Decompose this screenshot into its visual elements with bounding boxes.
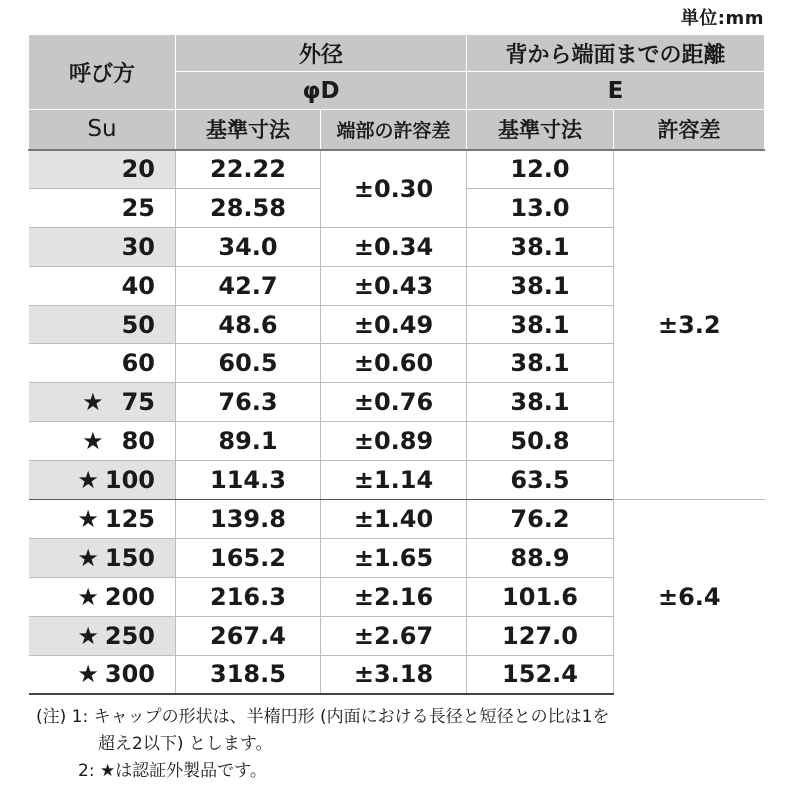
od-std-cell: 48.6 (176, 305, 321, 344)
header-std-dim-e: 基準寸法 (467, 110, 614, 150)
size-cell (29, 461, 176, 500)
note-1-line-2: 超え2以下) とします。 (98, 734, 273, 754)
header-nominal: 呼び方 (29, 35, 176, 110)
od-tol-cell-merged: ±0.30 (321, 150, 467, 228)
od-tol-cell: ±3.18 (321, 655, 467, 694)
od-std-cell: 165.2 (176, 538, 321, 577)
star-icon: ★ (77, 504, 99, 533)
size-value: 20 (121, 155, 155, 184)
e-std-cell: 50.8 (467, 422, 614, 461)
star-icon: ★ (82, 388, 104, 417)
note-2: 2: ★は認証外製品です。 (78, 761, 267, 781)
size-cell (29, 616, 176, 655)
size-value: 80 (121, 427, 155, 456)
header-outer-diameter: 外径 (176, 35, 467, 72)
e-std-cell: 38.1 (467, 227, 614, 266)
od-tol-cell: ±0.43 (321, 266, 467, 305)
star-icon: ★ (77, 543, 99, 572)
size-value: 250 (104, 621, 155, 650)
od-tol-cell: ±1.65 (321, 538, 467, 577)
size-value: 40 (121, 271, 155, 300)
e-std-cell: 88.9 (467, 538, 614, 577)
od-tol-cell: ±0.89 (321, 422, 467, 461)
size-value: 150 (104, 543, 155, 572)
od-std-cell: 318.5 (176, 655, 321, 694)
size-value: 30 (121, 232, 155, 261)
size-cell (29, 500, 176, 539)
e-std-cell: 76.2 (467, 500, 614, 539)
unit-label: 単位:mm (680, 8, 764, 29)
size-value: 200 (104, 582, 155, 611)
header-outer-symbol: φD (176, 72, 467, 110)
star-icon: ★ (77, 466, 99, 495)
size-cell (29, 655, 176, 694)
header-depth: 背から端面までの距離 (467, 35, 765, 72)
e-tol-cell-group1: ±3.2 (614, 150, 765, 500)
od-std-cell: 28.58 (176, 188, 321, 227)
od-tol-cell: ±0.49 (321, 305, 467, 344)
e-std-cell: 38.1 (467, 305, 614, 344)
size-value: 100 (104, 466, 155, 495)
spec-table (28, 34, 765, 695)
e-std-cell: 38.1 (467, 344, 614, 383)
header-tolerance: 許容差 (614, 110, 765, 150)
table-row (29, 500, 765, 539)
size-value: 75 (121, 388, 155, 417)
size-cell (29, 422, 176, 461)
od-std-cell: 216.3 (176, 577, 321, 616)
od-tol-cell: ±2.16 (321, 577, 467, 616)
od-tol-cell: ±1.14 (321, 461, 467, 500)
size-cell (29, 266, 176, 305)
star-icon: ★ (77, 660, 99, 689)
od-tol-cell: ±0.76 (321, 383, 467, 422)
e-std-cell: 13.0 (467, 188, 614, 227)
size-value: 60 (121, 349, 155, 378)
size-value: 50 (121, 310, 155, 339)
e-std-cell: 63.5 (467, 461, 614, 500)
table-header (29, 35, 765, 150)
header-depth-symbol: E (467, 72, 765, 110)
od-std-cell: 42.7 (176, 266, 321, 305)
star-icon: ★ (77, 621, 99, 650)
od-tol-cell: ±0.34 (321, 227, 467, 266)
e-std-cell: 38.1 (467, 383, 614, 422)
size-cell (29, 227, 176, 266)
size-value: 25 (121, 193, 155, 222)
od-tol-cell: ±1.40 (321, 500, 467, 539)
e-std-cell: 101.6 (467, 577, 614, 616)
od-std-cell: 60.5 (176, 344, 321, 383)
size-value: 300 (104, 660, 155, 689)
od-std-cell: 267.4 (176, 616, 321, 655)
e-std-cell: 38.1 (467, 266, 614, 305)
size-cell (29, 150, 176, 189)
size-cell (29, 344, 176, 383)
header-std-dim: 基準寸法 (176, 110, 321, 150)
od-tol-cell: ±0.60 (321, 344, 467, 383)
e-std-cell: 127.0 (467, 616, 614, 655)
size-cell (29, 538, 176, 577)
star-icon: ★ (82, 427, 104, 456)
size-cell (29, 188, 176, 227)
od-std-cell: 22.22 (176, 150, 321, 189)
od-std-cell: 114.3 (176, 461, 321, 500)
e-tol-cell-group2: ±6.4 (614, 500, 765, 694)
header-su: Su (29, 110, 176, 150)
table-body (29, 150, 765, 694)
table-row (29, 150, 765, 189)
od-tol-cell: ±2.67 (321, 616, 467, 655)
size-value: 125 (104, 504, 155, 533)
od-std-cell: 76.3 (176, 383, 321, 422)
e-std-cell: 12.0 (467, 150, 614, 189)
star-icon: ★ (77, 582, 99, 611)
od-std-cell: 89.1 (176, 422, 321, 461)
size-cell (29, 383, 176, 422)
header-end-tolerance: 端部の許容差 (321, 110, 467, 150)
size-cell (29, 305, 176, 344)
note-1-line-1: (注) 1: キャップの形状は、半楕円形 (内面における長径と短径との比は1を (36, 707, 610, 727)
size-cell (29, 577, 176, 616)
od-std-cell: 34.0 (176, 227, 321, 266)
e-std-cell: 152.4 (467, 655, 614, 694)
od-std-cell: 139.8 (176, 500, 321, 539)
